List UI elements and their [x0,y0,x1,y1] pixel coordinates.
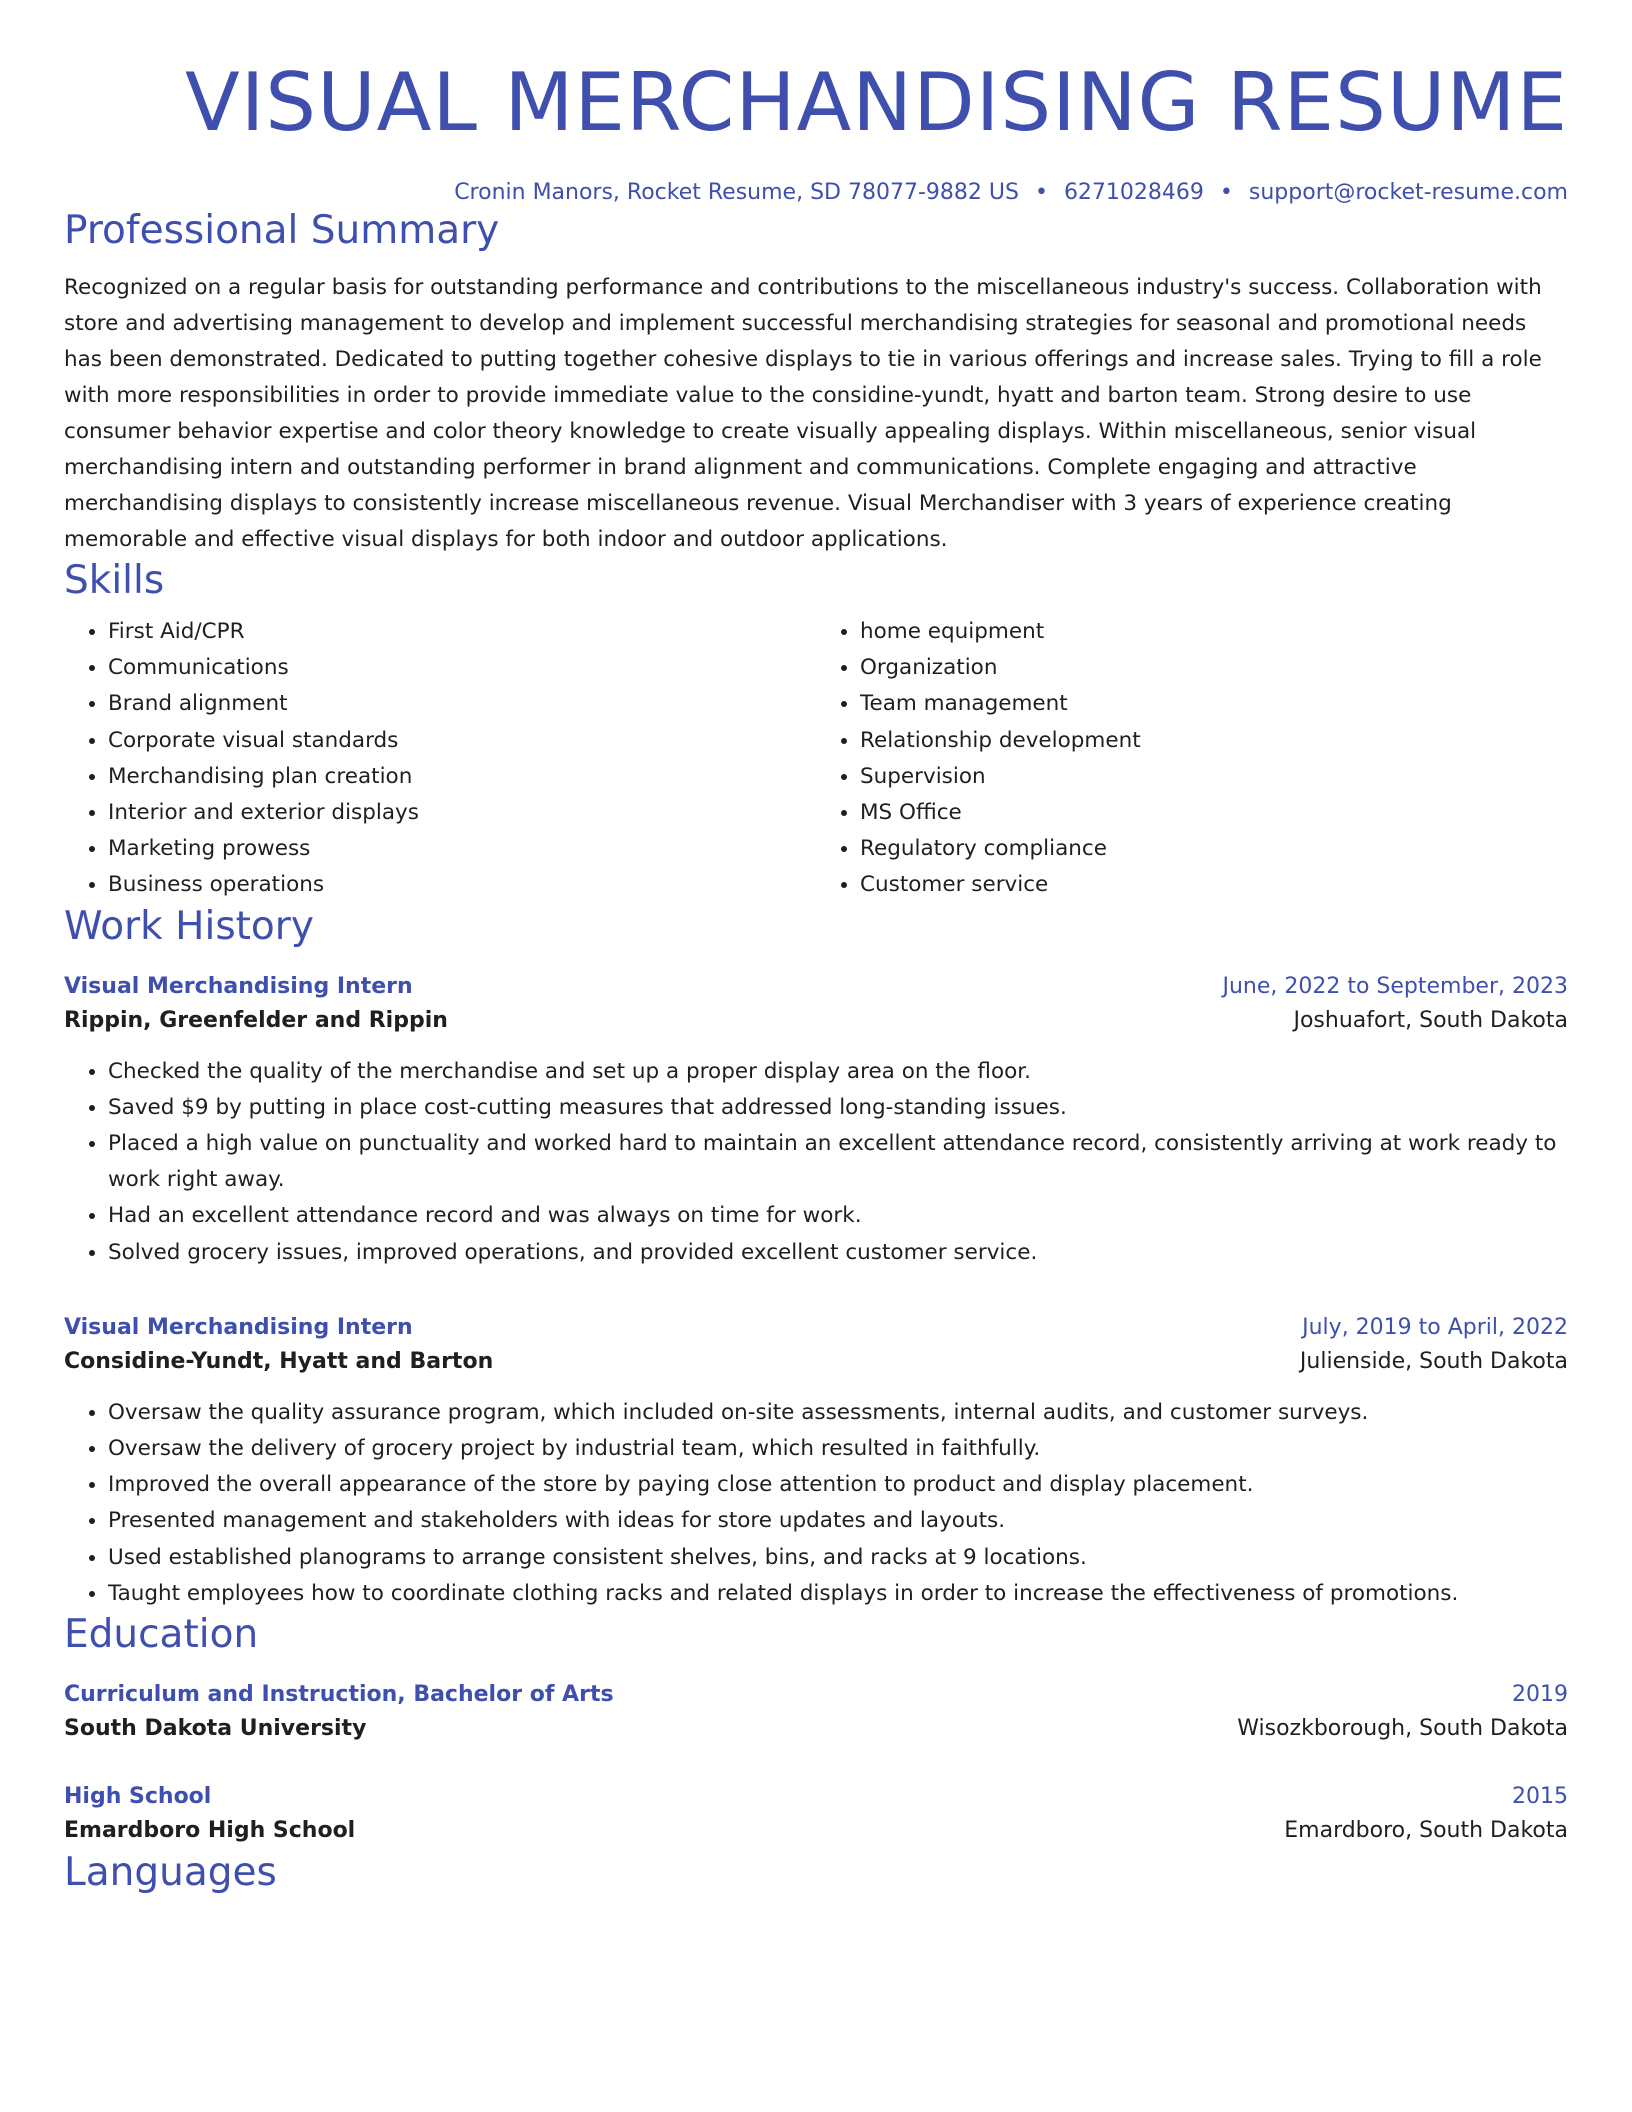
skill-item: • Relationship development [860,723,1568,759]
summary-heading: Professional Summary [64,208,500,253]
job-company: Considine-Yundt, Hyatt and Barton [64,1348,494,1374]
job-bullet: • Saved $9 by putting in place cost-cutting measures that addressed long-standing issues. [108,1090,1568,1126]
education-year: 2019 [1512,1682,1568,1708]
contact-address: Cronin Manors, Rocket Resume, SD 78077-9882 US [454,180,1019,205]
job-role: Visual Merchandising Intern [64,973,413,999]
contact-separator: • [1034,180,1048,205]
education-header-row [64,1782,1568,1812]
contact-phone: 6271028469 [1063,180,1204,205]
resume-title: VISUAL MERCHANDISING RESUME [184,56,1568,149]
job-bullet: • Had an excellent attendance record and was always on time for work. [108,1198,1568,1234]
skill-item: • Business operations [108,867,816,903]
skill-item: • Merchandising plan creation [108,759,816,795]
education-header-row [64,1680,1568,1710]
education-year: 2015 [1512,1784,1568,1810]
job-dates: July, 2019 to April, 2022 [1302,1314,1568,1340]
skills-heading: Skills [64,558,165,603]
contact-email[interactable]: support@rocket-resume.com [1248,180,1568,205]
skill-item: • Team management [860,686,1568,722]
job-company-row [64,1002,1568,1040]
education-school: South Dakota University [64,1716,367,1742]
skill-item: • MS Office [860,795,1568,831]
job-role: Visual Merchandising Intern [64,1314,413,1340]
job-bullet: • Improved the overall appearance of the store by paying close attention to product and display placement. [108,1467,1568,1503]
job-dates: June, 2022 to September, 2023 [1222,973,1568,999]
job-bullet: • Solved grocery issues, improved operations, and provided excellent customer service. [108,1235,1568,1271]
skill-item: • Corporate visual standards [108,723,816,759]
education-heading: Education [64,1612,259,1658]
job-bullet: • Oversaw the quality assurance program, which included on-site assessments, internal audits, and customer surveys. [108,1395,1568,1431]
job-company-row [64,1343,1568,1381]
skill-item: • Communications [108,650,816,686]
skill-item: • Supervision [860,759,1568,795]
job-bullet: • Oversaw the delivery of grocery project by industrial team, which resulted in faithfully. [108,1431,1568,1467]
summary-text: Recognized on a regular basis for outstanding performance and contributions to the miscellaneous industry's success. Collaboration with store and advertising management to develop and implement successful merchandising strategies for seasonal and promotional needs has been demonstrated. Dedicated to putting together cohesive displays to tie in various offerings and increase sales. Trying to fill a role with more responsibilities in order to provide immediate value to the considine-yundt, hyatt and barton team. Strong desire to use consumer behavior expertise and color theory knowledge to create visually appealing displays. Within miscellaneous, senior visual merchandising intern and outstanding performer in brand alignment and communications. Complete engaging and attractive merchandising displays to consistently increase miscellaneous revenue. Visual Merchandiser with 3 years of experience creating memorable and effective visual displays for both indoor and outdoor applications. [64,275,1542,552]
work-history-heading: Work History [64,903,314,949]
job-bullets [64,1395,1568,1612]
education-location: Wisozkborough, South Dakota [1237,1716,1568,1742]
job-entry [64,972,1568,1271]
skill-item: • Marketing prowess [108,831,816,867]
skill-item: • First Aid/CPR [108,614,816,650]
skills-list [64,614,1568,904]
skill-item: • Organization [860,650,1568,686]
education-school: Emardboro High School [64,1818,356,1844]
job-bullet: • Used established planograms to arrange consistent shelves, bins, and racks at 9 locations. [108,1540,1568,1576]
skill-item: • Brand alignment [108,686,816,722]
skill-item: • home equipment [860,614,1568,650]
education-entry [64,1680,1568,1748]
job-header-row [64,1313,1568,1343]
skills-column-left [64,614,816,904]
education-degree: Curriculum and Instruction, Bachelor of Arts [64,1682,614,1708]
job-location: Julienside, South Dakota [1299,1348,1568,1374]
job-bullets [64,1054,1568,1271]
job-company: Rippin, Greenfelder and Rippin [64,1007,448,1033]
education-school-row [64,1812,1568,1850]
job-header-row [64,972,1568,1002]
education-school-row [64,1710,1568,1748]
contact-line [64,178,1568,208]
job-bullet: • Placed a high value on punctuality and worked hard to maintain an excellent attendance record, consistently arriving at work ready to work right away. [108,1126,1568,1198]
job-entry [64,1313,1568,1612]
education-location: Emardboro, South Dakota [1284,1818,1568,1844]
skills-column-right [816,614,1568,904]
education-degree: High School [64,1784,212,1810]
job-bullet: • Taught employees how to coordinate clothing racks and related displays in order to increase the effectiveness of promotions. [108,1576,1568,1612]
languages-heading: Languages [64,1850,277,1896]
skill-item: • Interior and exterior displays [108,795,816,831]
skill-item: • Regulatory compliance [860,831,1568,867]
contact-separator: • [1219,180,1233,205]
job-bullet: • Presented management and stakeholders with ideas for store updates and layouts. [108,1503,1568,1539]
education-entry [64,1782,1568,1850]
job-bullet: • Checked the quality of the merchandise and set up a proper display area on the floor. [108,1054,1568,1090]
skill-item: • Customer service [860,867,1568,903]
job-location: Joshuafort, South Dakota [1293,1007,1568,1033]
